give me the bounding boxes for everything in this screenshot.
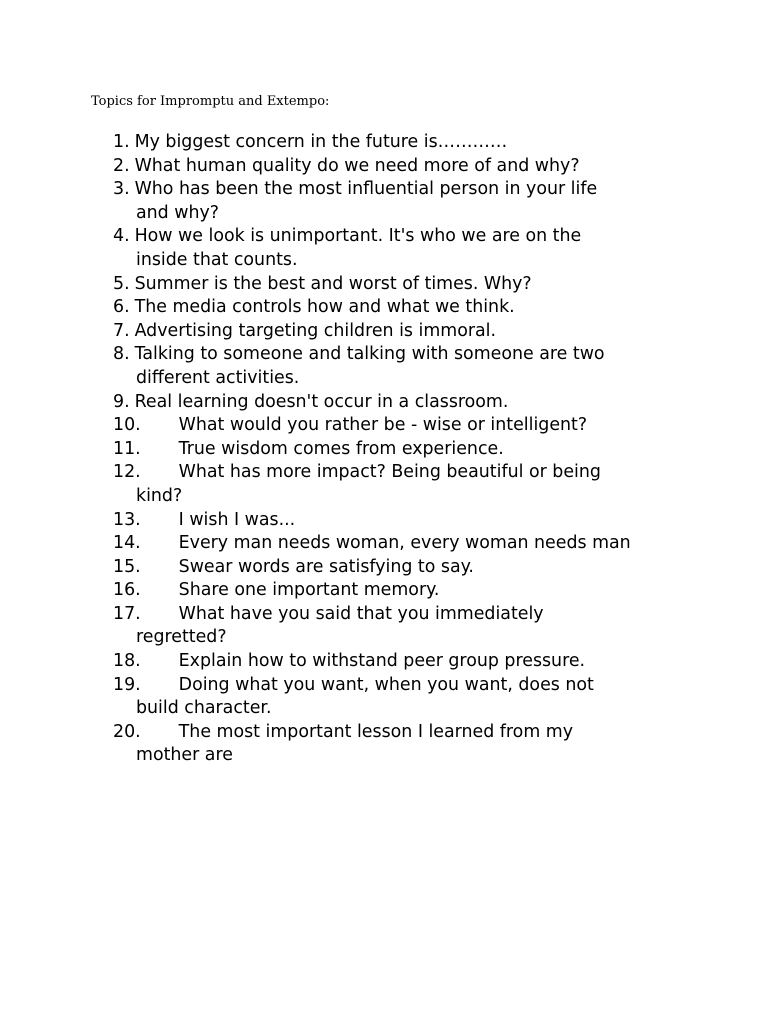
topic-text-continued: regretted? — [136, 627, 227, 648]
topic-text: How we look is unimportant. It's who we are on the — [134, 226, 582, 247]
topic-number: 9. — [113, 391, 130, 412]
topic-text-continued: and why? — [136, 202, 220, 223]
list-item — [113, 273, 763, 297]
list-item — [113, 296, 763, 320]
topic-text-continued: inside that counts. — [136, 249, 298, 270]
topic-text: Who has been the most influential person in your life — [134, 179, 598, 200]
topic-text: Every man needs woman, every woman needs man — [178, 533, 631, 554]
topic-number: 20. — [113, 721, 141, 742]
topic-number: 16. — [113, 580, 141, 601]
topic-number: 8. — [113, 344, 130, 365]
topic-number: 10. — [113, 415, 141, 436]
topic-number: 18. — [113, 651, 141, 672]
topic-text: What human quality do we need more of and why? — [134, 155, 580, 176]
topic-text-continued: different activities. — [136, 367, 300, 388]
topic-number: 14. — [113, 533, 141, 554]
topic-text: What has more impact? Being beautiful or being — [178, 462, 601, 483]
topic-number: 5. — [113, 273, 130, 294]
topic-text: Explain how to withstand peer group pressure. — [178, 651, 586, 672]
list-item — [113, 320, 763, 344]
topic-text: The media controls how and what we think. — [134, 297, 515, 318]
list-item — [113, 674, 763, 721]
topic-number: 15. — [113, 556, 141, 577]
topic-number: 19. — [113, 674, 141, 695]
list-item — [113, 509, 763, 533]
topic-text-continued: mother are — [136, 745, 233, 766]
list-item — [113, 131, 763, 155]
topic-text: What have you said that you immediately — [178, 603, 544, 624]
list-item — [113, 178, 763, 225]
topic-number: 7. — [113, 320, 130, 341]
topic-number: 3. — [113, 179, 130, 200]
list-item — [113, 532, 763, 556]
topic-text-continued: kind? — [136, 485, 183, 506]
list-item — [113, 721, 763, 768]
topic-text: My biggest concern in the future is………… — [134, 132, 508, 152]
topic-number: 13. — [113, 509, 141, 530]
list-item — [113, 155, 763, 179]
topic-text: Talking to someone and talking with someone are two — [134, 344, 605, 365]
topic-number: 11. — [113, 438, 141, 459]
topic-text: True wisdom comes from experience. — [178, 438, 504, 459]
topic-number: 12. — [113, 462, 141, 483]
list-item — [113, 225, 763, 272]
topic-list — [113, 131, 763, 768]
list-item — [113, 343, 763, 390]
list-item — [113, 414, 763, 438]
topic-text: Advertising targeting children is immoral. — [134, 320, 497, 341]
topic-number: 1. — [113, 132, 130, 152]
topic-number: 2. — [113, 155, 130, 176]
topic-text: The most important lesson I learned from my — [178, 721, 574, 742]
topic-number: 6. — [113, 297, 130, 318]
topic-text: Summer is the best and worst of times. Why? — [134, 273, 532, 294]
topic-text: What would you rather be - wise or intelligent? — [178, 415, 588, 436]
topic-text: Real learning doesn't occur in a classroom. — [134, 391, 509, 412]
list-item — [113, 556, 763, 580]
list-item — [113, 438, 763, 462]
document-title: Topics for Impromptu and Extempo: — [91, 94, 330, 109]
list-item — [113, 391, 763, 415]
list-item — [113, 579, 763, 603]
topic-number: 4. — [113, 226, 130, 247]
list-item — [113, 650, 763, 674]
topic-text: I wish I was... — [178, 509, 296, 530]
list-item — [113, 603, 763, 650]
topic-text: Doing what you want, when you want, does not — [178, 674, 594, 695]
topic-text: Share one important memory. — [178, 580, 440, 601]
topic-number: 17. — [113, 603, 141, 624]
topic-text: Swear words are satisfying to say. — [178, 556, 474, 577]
topic-text-continued: build character. — [136, 698, 272, 719]
list-item — [113, 461, 763, 508]
